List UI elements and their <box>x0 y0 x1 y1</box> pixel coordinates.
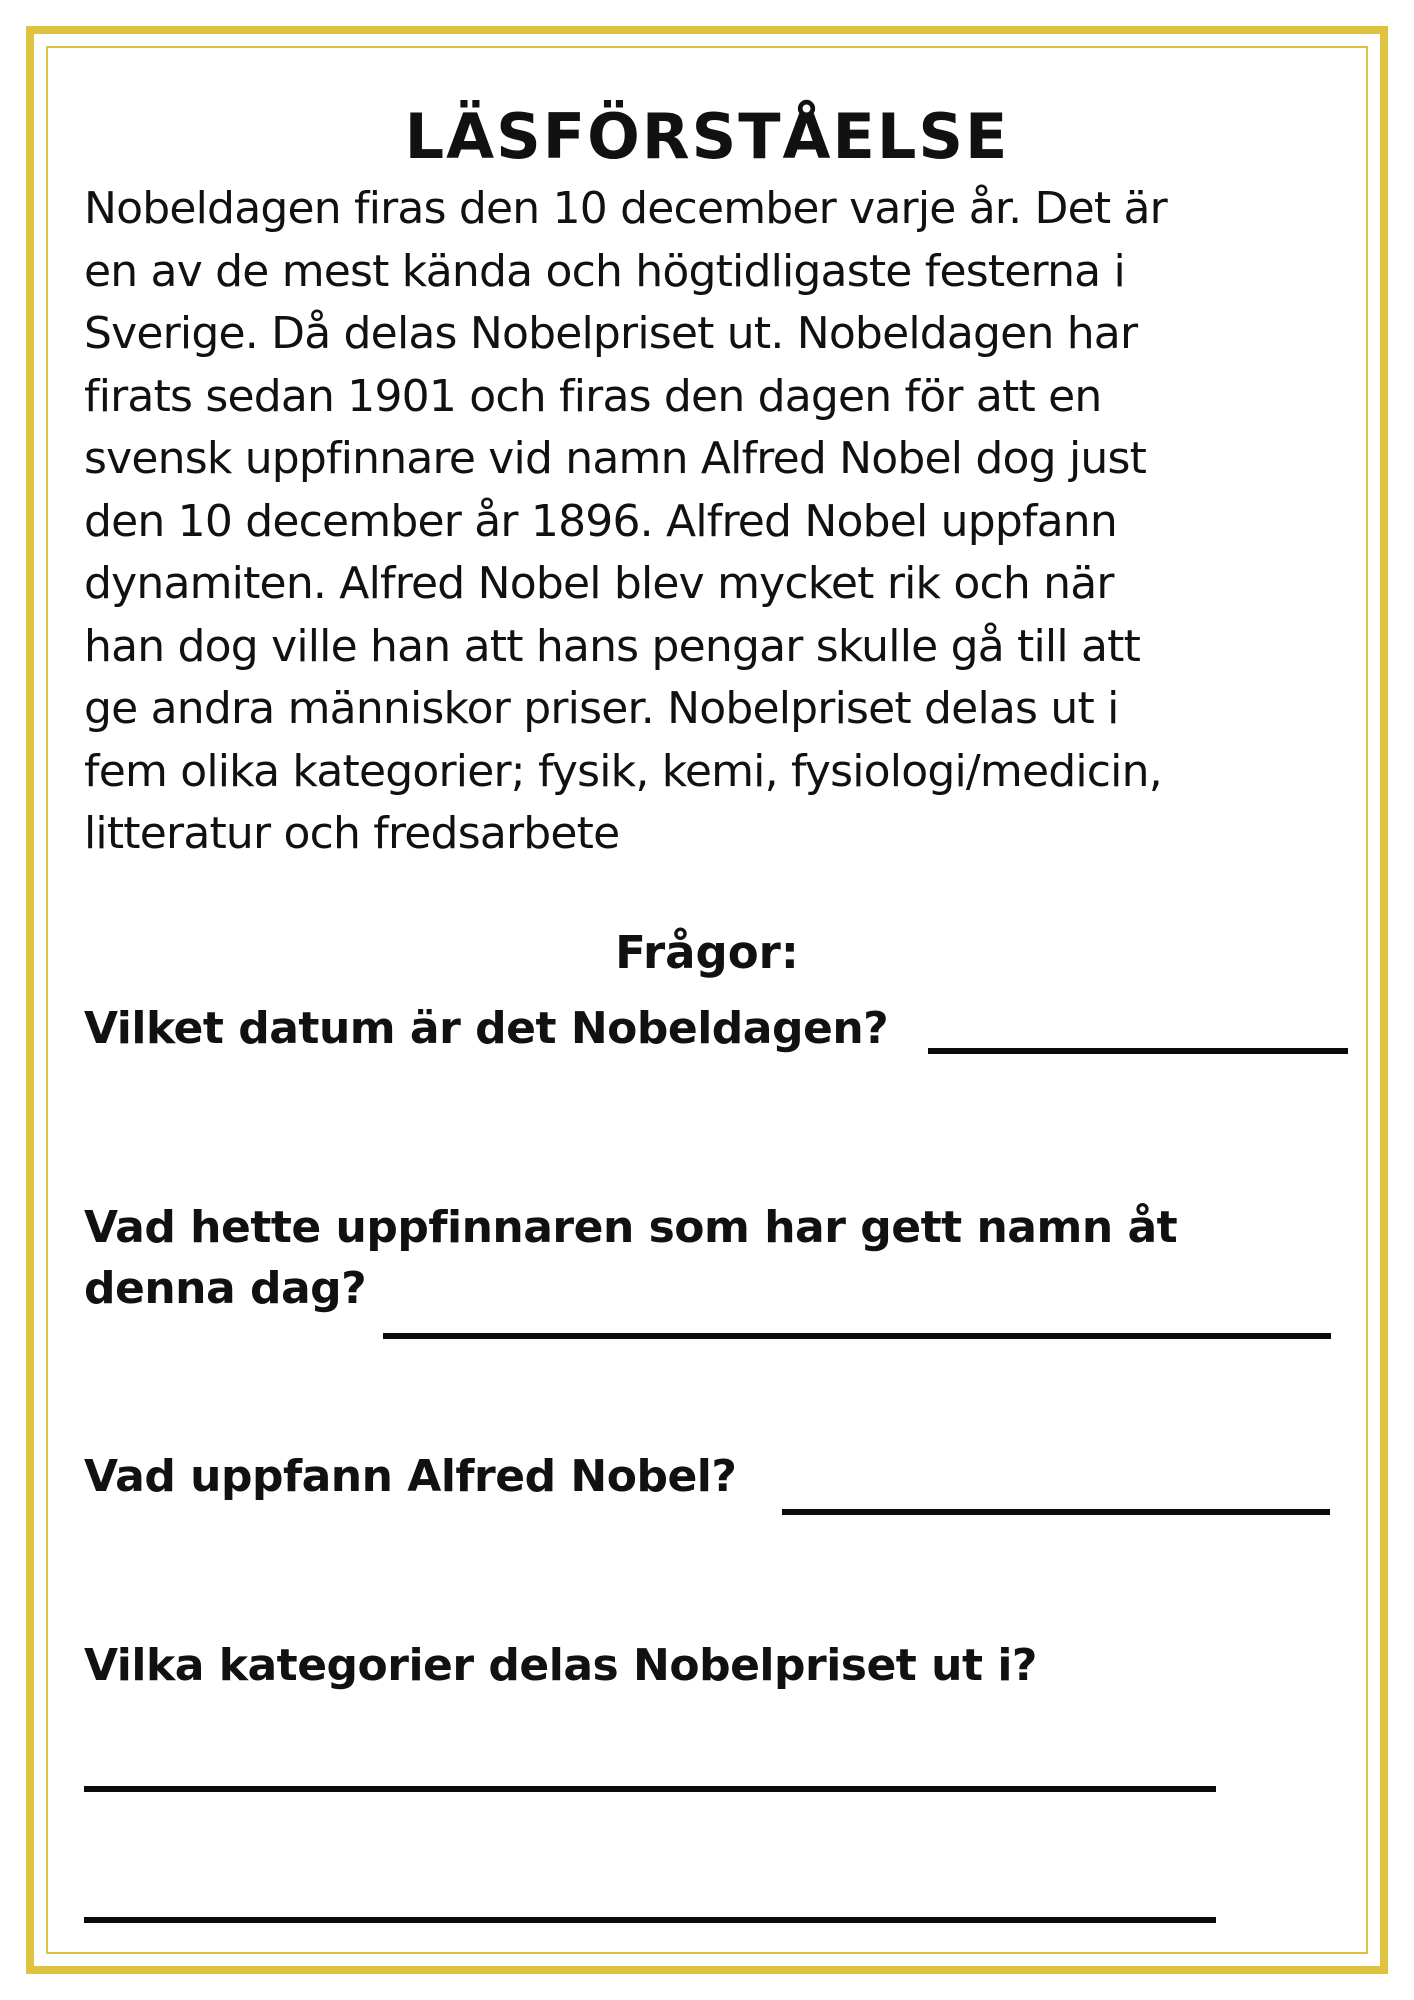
passage-line: den 10 december år 1896. Alfred Nobel uppfann <box>84 495 1117 547</box>
reading-passage <box>84 178 1344 866</box>
answer-line-4b[interactable] <box>84 1917 1216 1923</box>
passage-line: Nobeldagen firas den 10 december varje år. Det är <box>84 183 1167 234</box>
question-2-text-line-1: Vad hette uppfinnaren som har gett namn åt <box>84 1202 1178 1253</box>
question-2-text-line-2: denna dag? <box>84 1263 367 1314</box>
passage-line: firats sedan 1901 och firas den dagen för att en <box>84 370 1102 422</box>
answer-line-4a[interactable] <box>84 1786 1216 1792</box>
questions-heading: Frågor: <box>615 926 799 979</box>
question-1-text: Vilket datum är det Nobeldagen? <box>84 1003 889 1054</box>
answer-line-1[interactable] <box>928 1048 1348 1054</box>
passage-line: dynamiten. Alfred Nobel blev mycket rik och när <box>84 558 1114 609</box>
page-title: LÄSFÖRSTÅELSE <box>404 100 1010 173</box>
passage-line: en av de mest kända och högtidligaste festerna i <box>84 245 1125 297</box>
passage-line: ge andra människor priser. Nobelpriset delas ut i <box>84 683 1119 734</box>
answer-line-3[interactable] <box>782 1509 1330 1515</box>
question-3-text: Vad uppfann Alfred Nobel? <box>84 1451 737 1502</box>
passage-line: svensk uppfinnare vid namn Alfred Nobel dog just <box>84 433 1147 484</box>
passage-line: Sverige. Då delas Nobelpriset ut. Nobeldagen har <box>84 308 1138 359</box>
question-4-text: Vilka kategorier delas Nobelpriset ut i? <box>84 1640 1037 1691</box>
answer-line-2[interactable] <box>383 1333 1331 1339</box>
passage-line: fem olika kategorier; fysik, kemi, fysiologi/medicin, <box>84 745 1162 797</box>
passage-line: han dog ville han att hans pengar skulle gå till att <box>84 620 1141 672</box>
passage-line: litteratur och fredsarbete <box>84 808 620 859</box>
